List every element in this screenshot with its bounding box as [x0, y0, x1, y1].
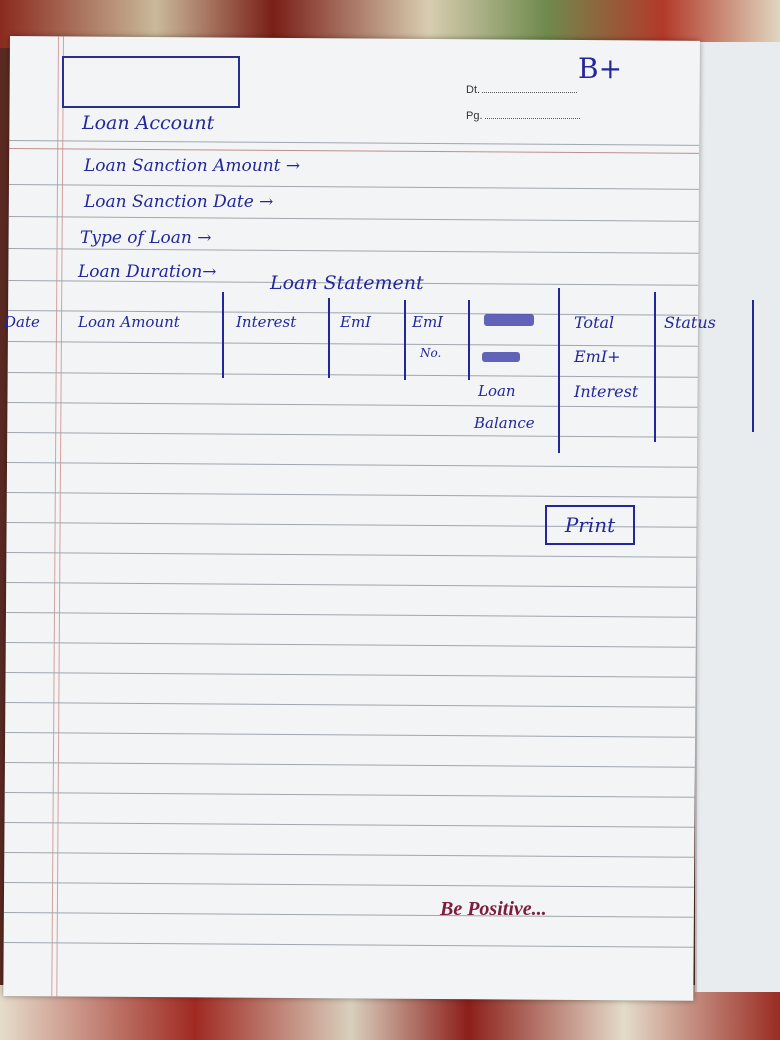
column-divider — [404, 300, 406, 380]
header-loan-amount: Loan Amount — [78, 313, 180, 331]
column-divider — [558, 288, 560, 453]
page-title: Loan Account — [82, 112, 215, 134]
ruled-line — [5, 702, 695, 708]
column-divider — [654, 292, 656, 442]
footer-motto: Be Positive... — [440, 898, 547, 920]
ruled-line — [5, 822, 695, 828]
statement-title: Loan Statement — [270, 272, 424, 294]
ruled-line — [7, 492, 697, 498]
ruled-line — [8, 341, 698, 347]
column-divider — [752, 300, 754, 432]
ruled-line — [5, 732, 695, 738]
ruled-line — [8, 372, 698, 378]
header-date: Date — [4, 313, 40, 331]
column-divider — [328, 298, 330, 378]
header-status: Status — [664, 313, 716, 332]
field-loan-sanction-amount: Loan Sanction Amount → — [84, 156, 301, 176]
header-total-line2: EmI+ — [574, 347, 621, 366]
field-loan-sanction-date: Loan Sanction Date → — [84, 192, 274, 212]
header-total-line3: Interest — [574, 382, 639, 401]
ruled-line — [7, 402, 697, 408]
title-box — [62, 56, 240, 108]
crossed-out-word — [484, 314, 534, 326]
print-button[interactable]: Print — [545, 505, 635, 545]
field-type-of-loan: Type of Loan → — [80, 228, 212, 248]
ruled-line — [4, 852, 694, 858]
ruled-line — [4, 942, 694, 948]
header-emi: EmI — [340, 313, 372, 331]
ruled-line — [9, 184, 699, 190]
page-field — [466, 110, 580, 122]
ruled-line — [9, 248, 699, 254]
header-interest: Interest — [236, 313, 297, 331]
ruled-line — [9, 148, 699, 154]
ruled-line — [6, 552, 696, 558]
ruled-line — [9, 216, 699, 222]
facing-page — [695, 42, 780, 992]
header-loan-balance-line1: Loan — [478, 382, 516, 400]
ruled-line — [6, 642, 696, 648]
grade-mark: B+ — [578, 52, 623, 85]
ruled-line — [4, 912, 694, 918]
ruled-line — [9, 140, 699, 146]
header-emi-no-line1: EmI — [412, 313, 444, 331]
ruled-line — [6, 672, 696, 678]
header-total-line1: Total — [574, 313, 615, 332]
ruled-line — [6, 612, 696, 618]
ruled-line — [7, 462, 697, 468]
field-loan-duration: Loan Duration→ — [78, 262, 217, 282]
column-divider — [222, 292, 224, 378]
header-loan-balance-line2: Balance — [474, 414, 535, 432]
page-label: Pg. — [466, 110, 483, 122]
ruled-line — [5, 762, 695, 768]
date-field — [466, 84, 577, 96]
ruled-line — [6, 582, 696, 588]
ruled-line — [5, 792, 695, 798]
ruled-line — [7, 432, 697, 438]
ruled-line — [4, 882, 694, 888]
header-emi-no-line2: No. — [420, 346, 442, 360]
date-label: Dt. — [466, 84, 481, 96]
column-divider — [468, 300, 470, 380]
crossed-out-word — [482, 352, 520, 362]
